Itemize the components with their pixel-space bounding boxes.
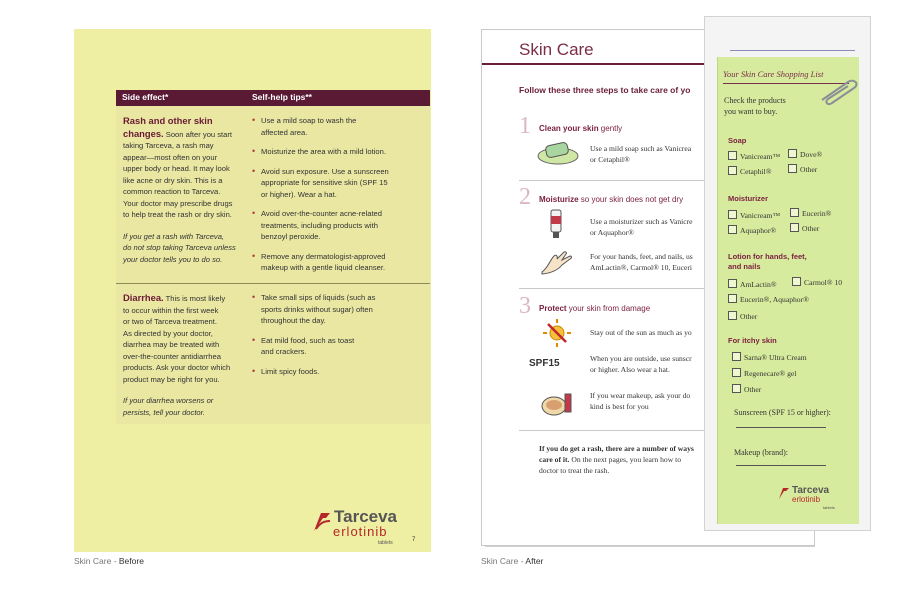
checkbox-label: Cetaphil® [740,167,772,176]
checkbox-label: Other [740,312,758,321]
logo-form: tablets [823,505,835,510]
shopping-list-instructions [724,95,786,117]
checkbox-moist-eucerin[interactable] [790,208,831,218]
step1-heading [539,124,622,133]
diarrhea-description [123,292,253,418]
list-item [252,366,402,378]
checkbox-box[interactable] [728,294,737,303]
closing-paragraph [539,443,694,476]
hand-icon [540,248,574,276]
shopping-list-title: Your Skin Care Shopping List [723,69,824,79]
caption-sep: - [518,556,526,566]
checkbox-lotion-eucerin-aquaphor[interactable] [728,294,809,304]
lotion-tube-icon [546,208,566,240]
diarrhea-note [123,395,253,418]
checkbox-box[interactable] [732,352,741,361]
tarceva-swoosh-icon [312,509,332,533]
checkbox-box[interactable] [788,164,797,173]
checkbox-box[interactable] [732,368,741,377]
caption-tag: Before [118,556,144,566]
tip-line: Eat mild food, such as toast [261,335,355,345]
tip-line: appropriate for sensitive skin (SPF 15 [261,178,388,187]
step3-text-b [590,353,692,375]
closing-line: If you do get a rash, there are a number of ways [539,444,694,453]
logo-generic: erlotinib [792,495,821,504]
logo-brand: Tarceva [334,507,398,526]
step1-text-line: Use a mild soap such as Vanicrea [590,144,692,153]
tip-line: treatments, including products with [261,220,378,230]
checkbox-label: Other [802,224,820,233]
rash-title: Rash and other skin [123,115,213,126]
soap-icon [536,138,580,166]
diarrhea-tips-list [252,292,402,385]
diarrhea-body-line: diarrhea may be treated with [123,340,220,349]
step1-heading-bold: Clean your skin [539,124,599,133]
list-item [252,146,402,158]
rash-note-line: do not stop taking Tarceva unless [123,243,236,252]
checkbox-soap-other[interactable] [788,164,817,174]
checkbox-label: Vanicream™ [740,152,780,161]
tip-line: Avoid over-the-counter acne-related [261,209,383,218]
after-caption [481,556,543,566]
paperclip-icon [818,78,862,108]
rash-body-line: to help treat the rash or dry skin. [123,210,232,219]
closing-line-bold: care of it. [539,455,570,464]
step2-text-a [590,216,693,238]
step2-text-line: For your hands, feet, and nails, us [590,252,693,261]
diarrhea-body-line: or two of Tarceva treatment. [123,317,217,326]
checkbox-box[interactable] [728,225,737,234]
caption-title: Skin Care [481,556,519,566]
checkbox-label: Aquaphor® [740,226,777,235]
step3-text-line: If you wear makeup, ask your do [590,391,691,400]
checkbox-label: Sarna® Ultra Cream [744,353,807,362]
diarrhea-body-line: product may be right for you. [123,374,220,384]
diarrhea-note-line: If your diarrhea worsens or [123,396,214,405]
tip-line: sports drinks without sugar) often [261,304,373,314]
tip-line: and crackers. [261,347,307,356]
rash-body-line: upper body or head. It may look [123,164,230,173]
intro-heading: Follow these three steps to take care of yo [519,85,691,95]
logo-generic: erlotinib [333,524,388,539]
step3-text-a: Stay out of the sun as much as yo [590,328,692,337]
list-item [252,251,402,274]
checkbox-moist-other[interactable] [790,223,819,233]
table-header [116,90,430,106]
soap-heading: Soap [728,136,747,145]
itchy-heading: For itchy skin [728,336,777,345]
tip-line: or higher). Wear a hat. [261,189,337,199]
checkbox-label: Vanicream™ [740,211,780,220]
checkbox-box[interactable] [728,210,737,219]
makeup-compact-icon [540,388,574,418]
diarrhea-body-line: products. Ask your doctor which [123,363,231,372]
checkbox-label: Carmol® 10 [804,278,843,287]
checkbox-lotion-carmol[interactable] [792,277,842,287]
decorative-rule [730,50,855,51]
step1-text [590,143,691,165]
step2-text-line: or Aquaphor® [590,228,634,237]
diarrhea-title: Diarrhea. [123,292,164,303]
rash-body-line: common reaction to Tarceva. [123,187,221,196]
list-item [252,335,402,358]
tip-line: Take small sips of liquids (such as [261,293,376,302]
step2-heading [539,195,683,204]
makeup-label: Makeup (brand): [734,448,788,457]
rash-tips-list [252,115,402,282]
header-side-effect: Side effect* [122,92,169,102]
checkbox-soap-vanicream[interactable] [728,151,780,161]
checkbox-box[interactable] [728,311,737,320]
rash-body-line: appear—most often on your [123,152,218,162]
lotion-heading-line: Lotion for hands, feet, [728,252,807,261]
diarrhea-body-line: over-the-counter antidiarrhea [123,351,221,361]
step1-text-line: or Cetaphil® [590,155,630,164]
rash-body-line: Your doctor may prescribe drugs [123,198,233,208]
checkbox-label: AmLactin® [740,280,777,289]
lotion-heading [728,252,807,272]
step2-heading-rest: so your skin does not get dry [578,195,684,204]
step2-text-line: Use a moisturizer such as Vanicre [590,217,693,226]
moisturizer-heading: Moisturizer [728,194,769,203]
step3-heading-bold: Protect [539,304,567,313]
rash-note-line: If you get a rash with Tarceva, [123,231,225,241]
rash-body-line: taking Tarceva, a rash may [123,141,214,150]
tip-line: Moisturize the area with a mild lotion. [261,147,386,156]
header-self-help-tips: Self-help tips** [252,92,312,102]
step3-text-line: When you are outside, use sunscr [590,354,692,363]
diarrhea-note-line: persists, tell your doctor. [123,407,206,417]
sunscreen-write-line[interactable] [736,427,826,428]
tip-line: Use a mild soap to wash the [261,116,357,125]
checkbox-itchy-other[interactable] [732,384,761,394]
step2-heading-bold: Moisturize [539,195,579,204]
closing-line: On the next pages, you learn how to [569,455,681,464]
step2-text-b [590,251,693,273]
list-item [252,292,402,327]
checkbox-label: Other [744,385,762,394]
instruction-line: you want to buy. [724,107,778,116]
caption-title: Skin Care [74,556,112,566]
checkbox-label: Eucerin® [802,209,832,218]
rash-note-line: your doctor tells you to do so. [123,254,223,264]
page-number: 7 [412,537,416,543]
checkbox-box[interactable] [790,208,799,217]
step3-text-line: kind is best for you [590,402,649,411]
step-number: 3 [519,293,531,319]
tip-line: Remove any dermatologist-approved [261,251,386,261]
checkbox-itchy-sarna[interactable] [732,352,807,362]
rash-note [123,231,253,266]
list-item [252,115,402,138]
before-page [74,29,431,552]
checkbox-box[interactable] [728,166,737,175]
diarrhea-body-first: This is most likely [163,294,226,303]
tarceva-swoosh-icon [778,486,790,500]
caption-tag: After [525,556,544,566]
step-number: 1 [519,113,531,139]
sun-blocked-icon [542,318,572,348]
checkbox-box[interactable] [790,223,799,232]
step3-heading [539,304,650,313]
tip-line: Avoid sun exposure. Use a sunscreen [261,166,389,176]
checkbox-lotion-amlactin[interactable] [728,279,777,289]
checkbox-box[interactable] [732,384,741,393]
step-number: 2 [519,184,531,210]
tip-line: affected area. [261,127,308,137]
before-caption [74,556,144,566]
page-title: Skin Care [519,40,594,59]
checkbox-itchy-regenecare[interactable] [732,368,796,378]
checkbox-box[interactable] [788,149,797,158]
checkbox-box[interactable] [728,279,737,288]
checkbox-moist-vanicream[interactable] [728,210,780,220]
checkbox-soap-dove[interactable] [788,149,822,159]
checkbox-label: Other [800,165,818,174]
tip-line: Limit spicy foods. [261,366,320,376]
diarrhea-body-line: to occur within the first week [123,305,219,315]
checkbox-label: Regenecare® gel [744,369,797,378]
rash-body-line: like acne or dry skin. This is a [123,175,223,185]
checkbox-moist-aquaphor[interactable] [728,225,776,235]
step3-heading-rest: your skin from damage [566,304,651,313]
closing-line: doctor to treat the rash. [539,466,610,475]
checkbox-label: Eucerin®, Aquaphor® [740,295,809,304]
list-item [252,208,402,243]
step1-heading-rest: gently [598,124,623,133]
checkbox-box[interactable] [728,151,737,160]
checkbox-label: Dove® [800,150,823,159]
checkbox-lotion-other[interactable] [728,311,757,321]
step3-text-c [590,390,690,412]
step2-text-line: AmLactin®, Carmol® 10, Euceri [590,263,693,272]
tip-line: throughout the day. [261,316,326,325]
logo-form: tablets [378,540,393,546]
lotion-heading-line: and nails [728,262,761,271]
instruction-line: Check the products [724,96,786,105]
caption-sep: - [111,556,119,566]
makeup-write-line[interactable] [736,465,826,466]
rash-description [123,115,253,265]
step3-text-line: or higher. Also wear a hat. [590,365,670,374]
checkbox-soap-cetaphil[interactable] [728,166,772,176]
sunscreen-label: Sunscreen (SPF 15 or higher): [734,408,831,417]
list-item [252,166,402,201]
rash-body-first: Soon after you start [163,129,233,139]
diarrhea-body-line: As directed by your doctor, [123,328,213,338]
logo-brand: Tarceva [792,485,830,496]
spf15-label: SPF15 [529,358,560,369]
rash-title-2: changes. [123,127,164,139]
tip-line: makeup with a gentle liquid cleanser. [261,263,386,272]
tip-line: benzoyl peroxide. [261,232,321,241]
shopping-list-card [717,57,859,524]
checkbox-box[interactable] [792,277,801,286]
